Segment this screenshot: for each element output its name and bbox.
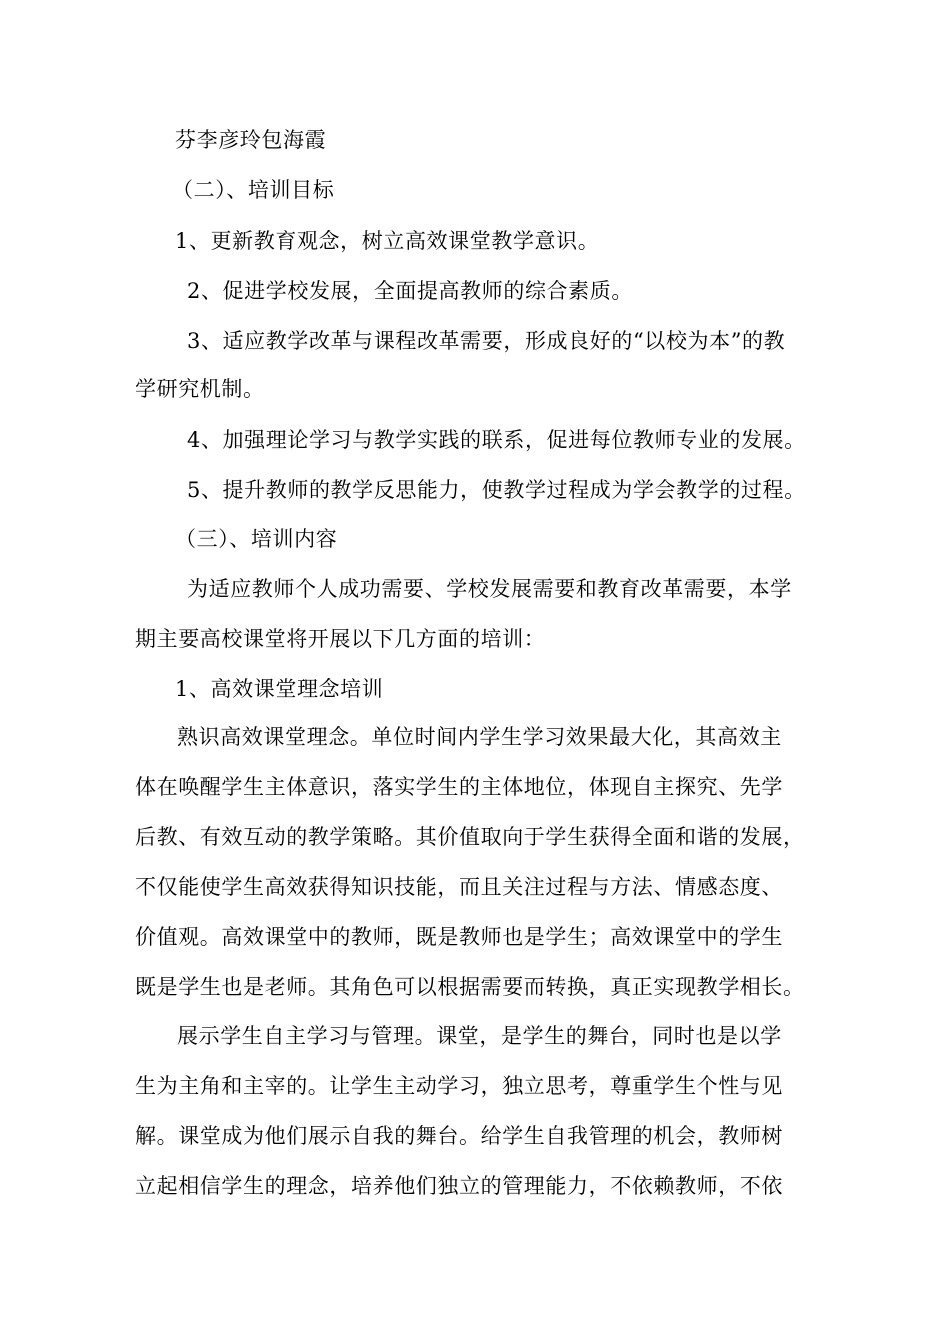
- paragraph-line: 解。课堂成为他们展示自我的舞台。给学生自我管理的机会，教师树: [135, 1124, 783, 1148]
- paragraph-line: 体在唤醒学生主体意识，落实学生的主体地位，体现自主探究、先学: [135, 775, 783, 799]
- list-item: 5、提升教师的教学反思能力，使教学过程成为学会教学的过程。: [187, 478, 806, 502]
- paragraph-line: 展示学生自主学习与管理。课堂，是学生的舞台，同时也是以学: [177, 1024, 782, 1048]
- subsection-heading: 1、高效课堂理念培训: [175, 677, 384, 701]
- paragraph-line: 熟识高效课堂理念。单位时间内学生学习效果最大化，其高效主: [177, 725, 782, 749]
- list-item: 1、更新教育观念，树立高效课堂教学意识。: [175, 229, 600, 253]
- paragraph-line: 价值观。高效课堂中的教师，既是教师也是学生；高效课堂中的学生: [135, 925, 783, 949]
- list-item: 2、促进学校发展，全面提高教师的综合素质。: [187, 279, 633, 303]
- list-item: 3、适应教学改革与课程改革需要，形成良好的“以校为本”的教: [187, 329, 786, 353]
- paragraph-line: 立起相信学生的理念，培养他们独立的管理能力，不依赖教师，不依: [135, 1174, 783, 1198]
- section-heading: （二）、培训目标: [172, 178, 335, 202]
- section-heading: （三）、培训内容: [175, 527, 338, 551]
- paragraph-line: 期主要高校课堂将开展以下几方面的培训：: [135, 627, 546, 651]
- list-item: 4、加强理论学习与教学实践的联系，促进每位教师专业的发展。: [187, 428, 806, 452]
- text-line: 芬李彦玲包海霞: [175, 128, 327, 152]
- paragraph-line: 既是学生也是老师。其角色可以根据需要而转换，真正实现教学相长。: [135, 975, 805, 999]
- paragraph-line: 不仅能使学生高效获得知识技能，而且关注过程与方法、情感态度、: [135, 875, 783, 899]
- paragraph-line: 生为主角和主宰的。让学生主动学习，独立思考，尊重学生个性与见: [135, 1074, 783, 1098]
- text-line: 学研究机制。: [135, 377, 265, 401]
- paragraph-line: 为适应教师个人成功需要、学校发展需要和教育改革需要，本学: [187, 577, 792, 601]
- paragraph-line: 后教、有效互动的教学策略。其价值取向于学生获得全面和谐的发展，: [135, 825, 805, 849]
